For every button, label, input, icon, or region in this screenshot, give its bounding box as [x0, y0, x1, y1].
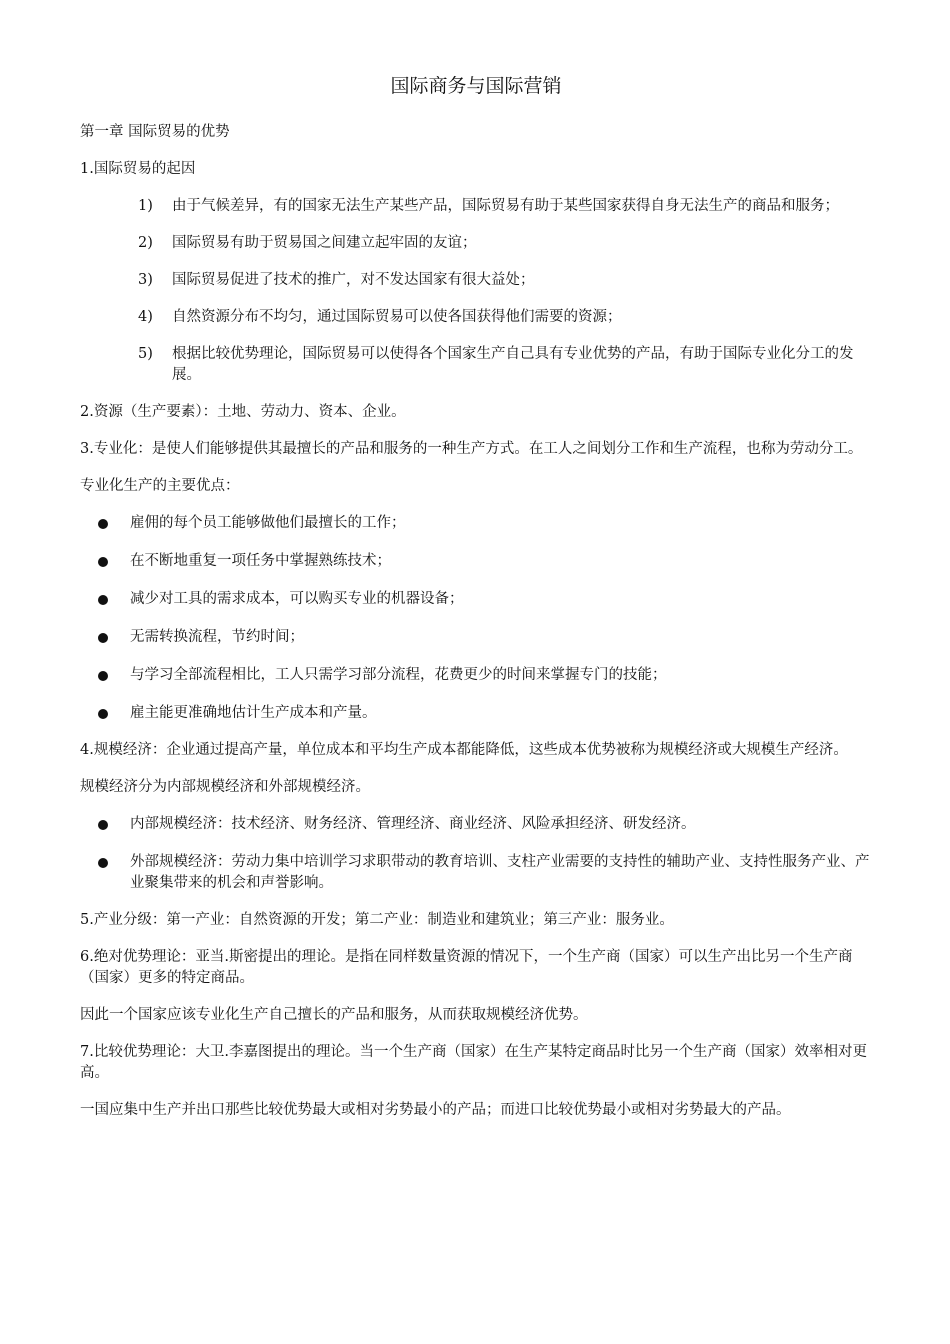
- bullet-icon: [98, 557, 108, 567]
- bullet-item-text: 与学习全部流程相比，工人只需学习部分流程，花费更少的时间来掌握专门的技能；: [130, 667, 667, 683]
- bullet-item: [80, 513, 872, 534]
- section-6-text: 6.绝对优势理论：亚当.斯密提出的理论。是指在同样数量资源的情况下，一个生产商（国家）可以生产出比另一个生产商（国家）更多的特定商品。: [80, 949, 853, 986]
- section-1-list: [80, 196, 872, 386]
- bullet-item-text: 外部规模经济：劳动力集中培训学习求职带动的教育培训、支柱产业需要的支持性的辅助产业、支持性服务产业、产业聚集带来的机会和声誉影响。: [130, 854, 870, 891]
- bullet-item-text: 无需转换流程，节约时间；: [130, 629, 304, 645]
- bullet-icon: [98, 595, 108, 605]
- chapter-heading: 第一章 国际贸易的优势: [80, 124, 230, 140]
- list-marker: 5): [138, 346, 153, 362]
- section-2-text: 2.资源（生产要素）：土地、劳动力、资本、企业。: [80, 404, 406, 420]
- section-7-note: 一国应集中生产并出口那些比较优势最大或相对劣势最小的产品；而进口比较优势最小或相对劣势最大的产品。: [80, 1102, 791, 1118]
- list-item-text: 自然资源分布不均匀，通过国际贸易可以使各国获得他们需要的资源；: [172, 309, 622, 325]
- section-3-text: 3.专业化：是使人们能够提供其最擅长的产品和服务的一种生产方式。在工人之间划分工作和生产流程，也称为劳动分工。: [80, 441, 863, 457]
- list-marker: 2): [138, 235, 153, 251]
- section-6-note: 因此一个国家应该专业化生产自己擅长的产品和服务，从而获取规模经济优势。: [80, 1007, 588, 1023]
- section-3-advantages-list: [80, 513, 872, 724]
- list-item: [80, 307, 872, 328]
- bullet-item: [80, 852, 872, 894]
- bullet-item-text: 内部规模经济：技术经济、财务经济、管理经济、商业经济、风险承担经济、研发经济。: [130, 816, 696, 832]
- section-1-heading: 1.国际贸易的起因: [80, 161, 196, 177]
- section-4-types-heading: 规模经济分为内部规模经济和外部规模经济。: [80, 779, 370, 795]
- bullet-icon: [98, 858, 108, 868]
- bullet-icon: [98, 820, 108, 830]
- bullet-icon: [98, 671, 108, 681]
- bullet-item: [80, 814, 872, 835]
- list-item-text: 根据比较优势理论，国际贸易可以使得各个国家生产自己具有专业优势的产品，有助于国际专业化分工的发展。: [172, 346, 854, 383]
- bullet-item: [80, 665, 872, 686]
- section-4-text: 4.规模经济：企业通过提高产量，单位成本和平均生产成本都能降低，这些成本优势被称为规模经济或大规模生产经济。: [80, 742, 848, 758]
- list-item: [80, 233, 872, 254]
- section-5-text: 5.产业分级：第一产业：自然资源的开发；第二产业：制造业和建筑业；第三产业：服务业。: [80, 912, 674, 928]
- bullet-item-text: 雇主能更准确地估计生产成本和产量。: [130, 705, 377, 721]
- bullet-item: [80, 551, 872, 572]
- section-3-advantages-heading: 专业化生产的主要优点：: [80, 478, 240, 494]
- bullet-item: [80, 627, 872, 648]
- list-item-text: 国际贸易促进了技术的推广，对不发达国家有很大益处；: [172, 272, 535, 288]
- list-marker: 4): [138, 309, 153, 325]
- bullet-item-text: 减少对工具的需求成本，可以购买专业的机器设备；: [130, 591, 464, 607]
- section-4-types-list: [80, 814, 872, 894]
- document-title: 国际商务与国际营销: [390, 75, 562, 97]
- list-item: [80, 196, 872, 217]
- bullet-icon: [98, 519, 108, 529]
- document-page: [80, 72, 872, 1137]
- list-item-text: 国际贸易有助于贸易国之间建立起牢固的友谊；: [172, 235, 477, 251]
- list-marker: 3): [138, 272, 153, 288]
- bullet-item: [80, 589, 872, 610]
- bullet-item-text: 雇佣的每个员工能够做他们最擅长的工作；: [130, 515, 406, 531]
- bullet-icon: [98, 633, 108, 643]
- bullet-item: [80, 703, 872, 724]
- list-item: [80, 344, 872, 386]
- section-7-text: 7.比较优势理论：大卫.李嘉图提出的理论。当一个生产商（国家）在生产某特定商品时比另一个生产商（国家）效率相对更高。: [80, 1044, 867, 1081]
- list-item: [80, 270, 872, 291]
- list-marker: 1): [138, 198, 153, 214]
- bullet-item-text: 在不断地重复一项任务中掌握熟练技术；: [130, 553, 391, 569]
- bullet-icon: [98, 709, 108, 719]
- list-item-text: 由于气候差异，有的国家无法生产某些产品，国际贸易有助于某些国家获得自身无法生产的商品和服务；: [172, 198, 839, 214]
